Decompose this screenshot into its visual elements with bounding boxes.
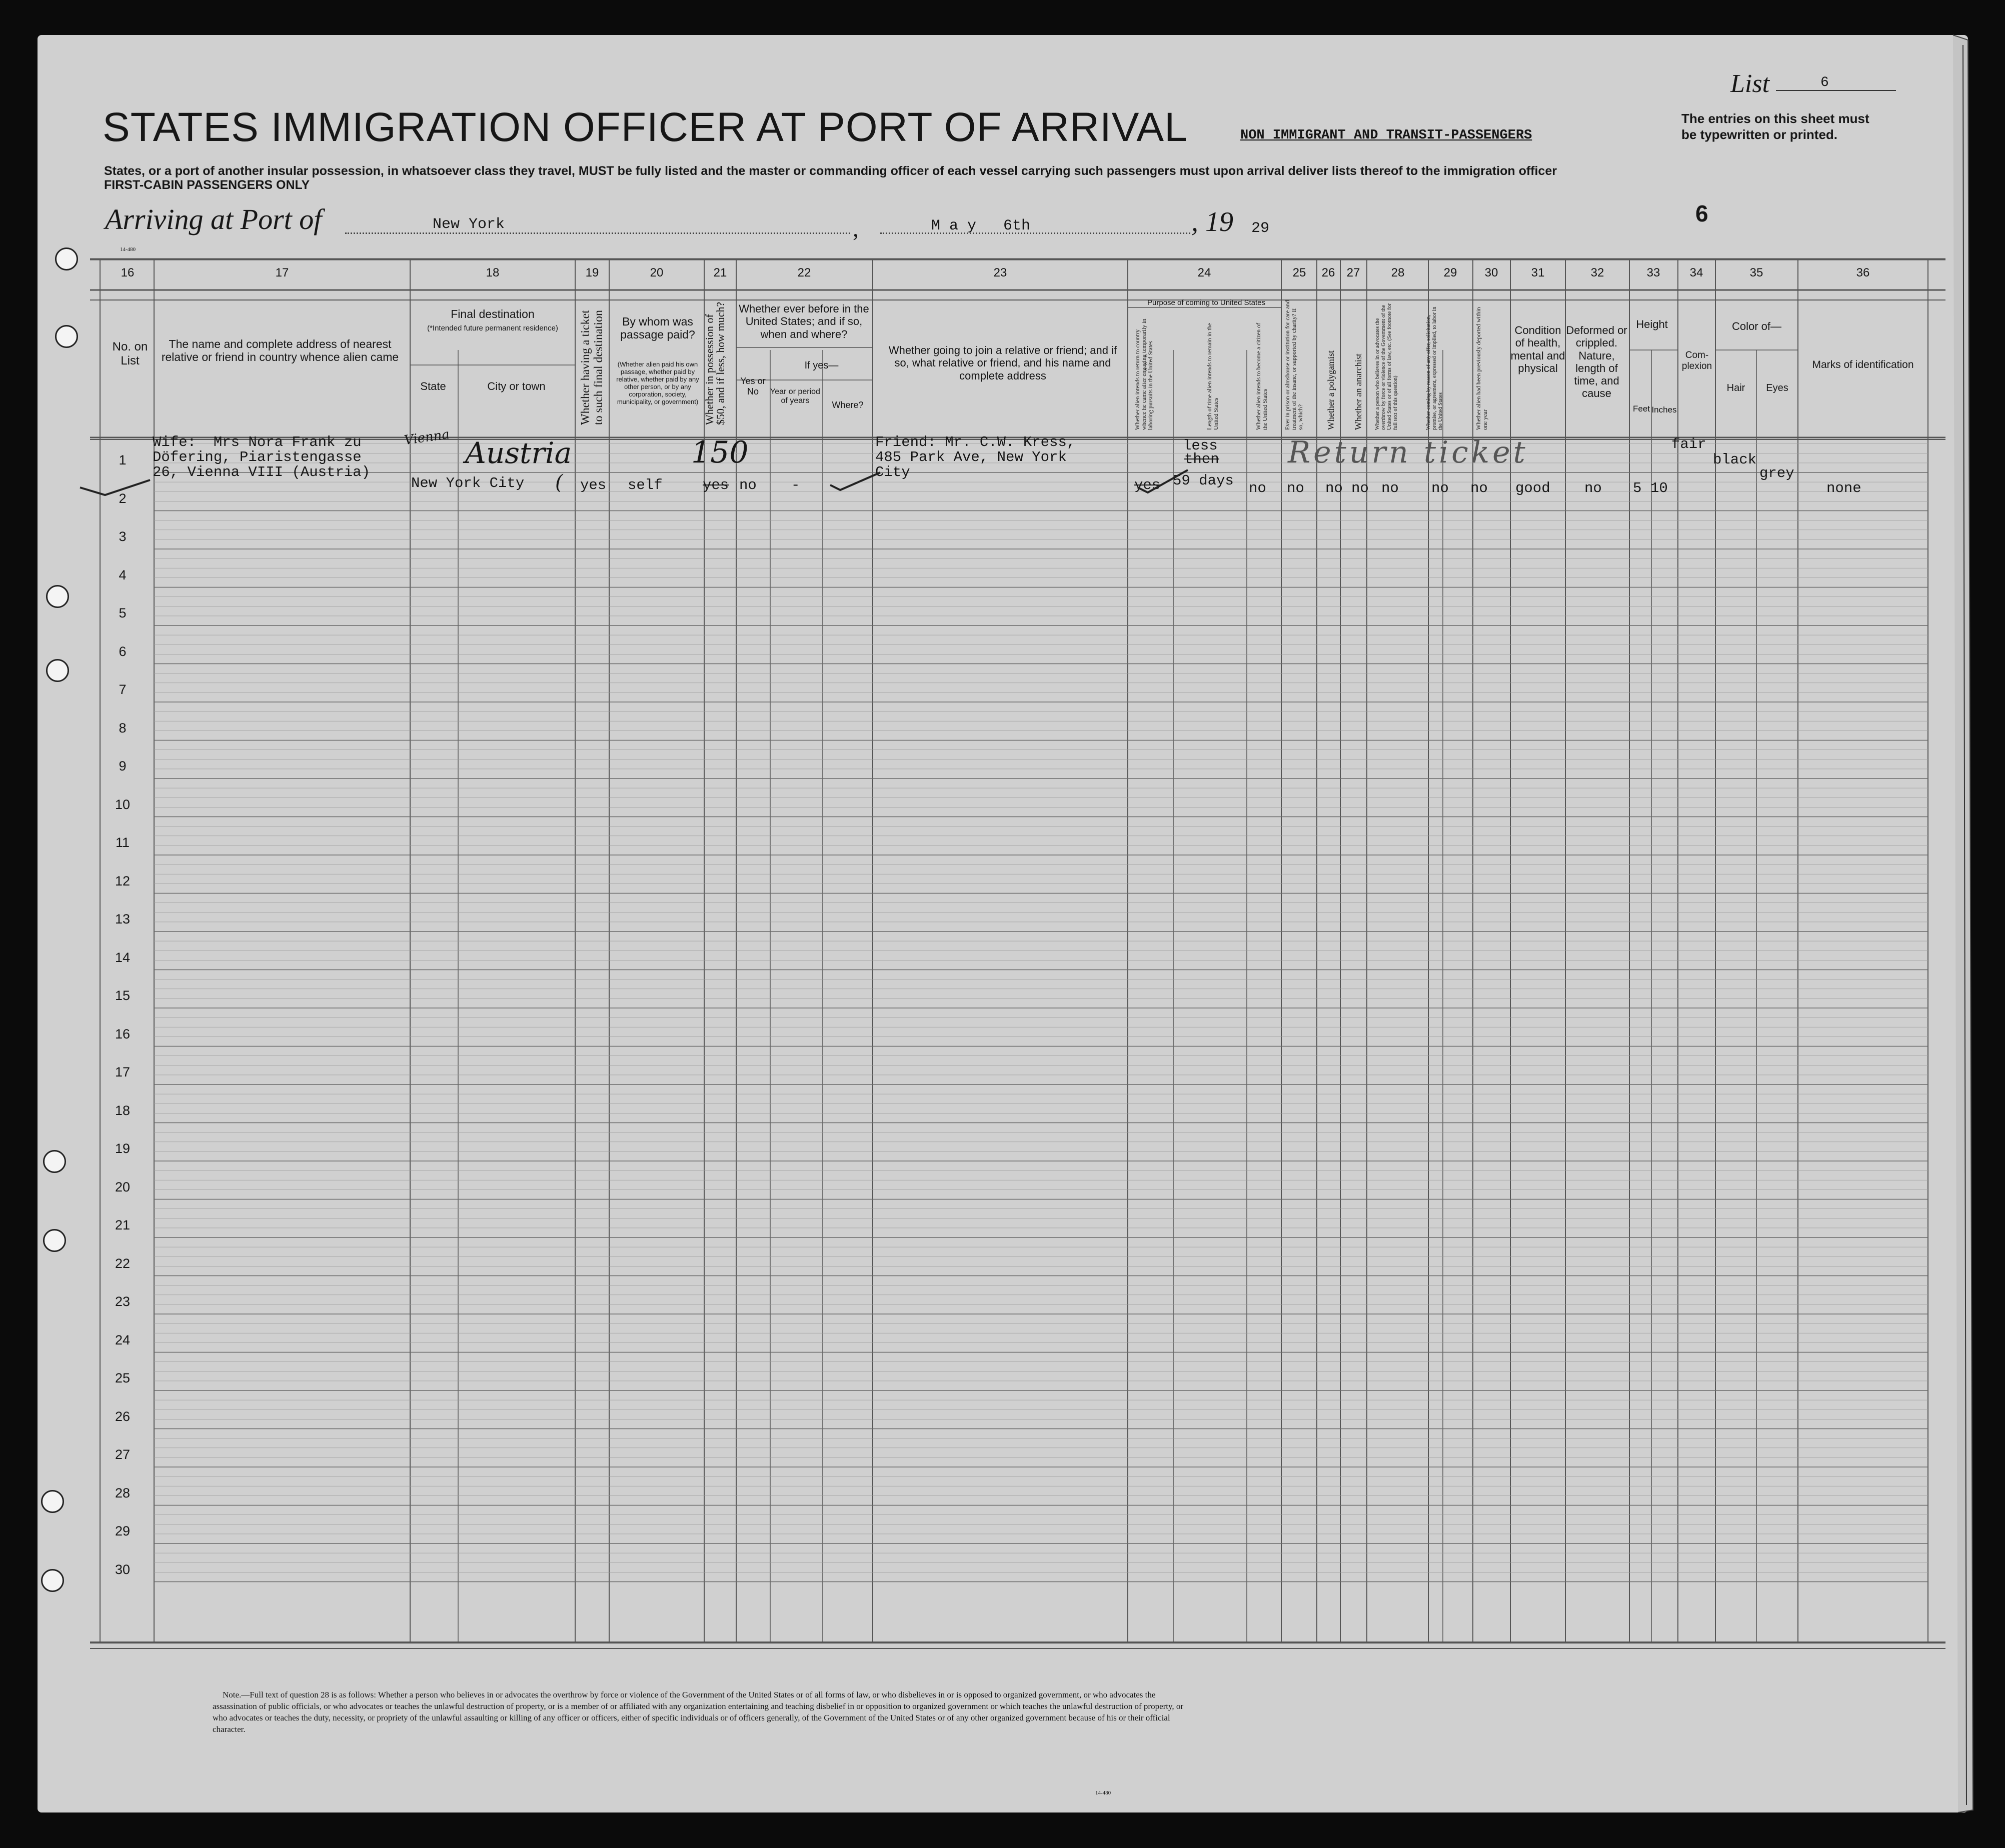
before-value: no	[739, 477, 757, 494]
deported-value: no	[1470, 480, 1488, 496]
list-label-text: List	[1730, 70, 1770, 98]
relative-line-2: Döfering, Piaristengasse	[153, 449, 362, 466]
header-23: Whether going to join a relative or friend; and if so, what relative or friend, and his name and complete address	[888, 344, 1117, 382]
eyes-value: grey	[1759, 465, 1794, 482]
column-number: 29	[1443, 266, 1457, 280]
row-number: 14	[115, 950, 131, 965]
check-mark-length	[1135, 465, 1190, 495]
punch-hole-3	[46, 585, 69, 608]
row-number: 30	[115, 1562, 131, 1577]
check-mark-row-1-friend	[828, 468, 883, 492]
friend-line-3: City	[875, 464, 910, 480]
list-underline	[1776, 90, 1896, 91]
typewritten-note-1: The entries on this sheet must	[1681, 111, 1869, 126]
header-36: Marks of identification	[1812, 359, 1914, 370]
row-number: 9	[119, 758, 127, 774]
intent-return-value: yes	[1134, 477, 1161, 494]
citizen-value: no	[1249, 480, 1266, 496]
column-number: 19	[585, 266, 599, 280]
year-period-value: -	[791, 477, 800, 494]
polygamist-value: no	[1325, 480, 1343, 496]
length-line-2: then	[1184, 451, 1219, 468]
punch-hole-8	[41, 1569, 64, 1592]
date-value: M a y 6th	[931, 218, 1031, 234]
header-24c: Whether alien intends to become a citizen of the United States	[1255, 322, 1268, 430]
row-number: 6	[119, 644, 127, 659]
row-number: 18	[115, 1102, 131, 1118]
header-21: Whether in possession of $50, and if less, how much?	[703, 302, 727, 425]
header-20-sub: (Whether alien paid his own passage, whether paid by relative, whether paid by any other person, or by any corporation, society, municipality, or government)	[616, 360, 699, 406]
column-number: 28	[1391, 266, 1405, 280]
port-dotted-line	[345, 232, 850, 234]
row-number: 20	[115, 1179, 131, 1194]
column-number: 21	[713, 266, 727, 280]
length-line-3: 59 days	[1173, 472, 1234, 489]
port-value: New York	[433, 216, 505, 233]
row-number: 12	[115, 873, 131, 888]
sheet-mark: 6	[1695, 200, 1708, 226]
deformed-value: no	[1584, 480, 1602, 496]
friend-line-1: Friend: Mr. C.W. Kress,	[875, 434, 1076, 450]
header-28: Whether a person who believes in or advocates the overthrow by force or violence of the Government of the United States or of all forms of law, etc. (See footnote for full text of this question)	[1374, 303, 1398, 430]
header-24b: Length of time alien intends to remain in the United States	[1206, 323, 1219, 430]
row-number: 23	[115, 1294, 131, 1309]
header-22-yesno: Yes or No	[740, 376, 766, 396]
return-ticket-note: Return ticket	[1288, 435, 1528, 470]
column-number: 16	[121, 266, 135, 280]
column-number: 20	[650, 266, 664, 280]
row-number: 8	[119, 720, 127, 736]
q29-value: no	[1431, 480, 1449, 496]
punch-hole-2	[55, 325, 78, 348]
column-number: 26	[1321, 266, 1335, 280]
non-immigrant-stamp: NON IMMIGRANT AND TRANSIT-PASSENGERS	[1240, 128, 1532, 143]
header-24: Purpose of coming to United States	[1147, 298, 1265, 307]
header-22-where: Where?	[832, 400, 864, 410]
header-16: No. on List	[112, 340, 148, 368]
column-number: 34	[1689, 266, 1703, 280]
header-30: Whether alien had been previously deported within one year	[1475, 307, 1488, 430]
header-18-state: State	[420, 380, 446, 392]
city-value: New York City	[411, 475, 525, 492]
punch-hole-1	[55, 248, 78, 270]
row-number: 11	[115, 835, 130, 850]
header-29: Whether coming by reason of any offer, solicitation, promise, or agreement, expressed or implied, to labor in the United States	[1425, 306, 1443, 430]
column-number: 24	[1197, 266, 1211, 280]
header-32: Deformed or crippled. Nature, length of time, and cause	[1566, 324, 1627, 400]
form-number-top: 14-480	[120, 246, 136, 252]
column-number: 33	[1646, 266, 1660, 280]
header-20: By whom was passage paid?	[620, 315, 695, 342]
punch-hole-5	[43, 1150, 66, 1173]
row-number: 1	[119, 452, 127, 468]
column-number: 18	[486, 266, 500, 280]
header-33-inches: Inches	[1651, 405, 1677, 414]
ticket-value: yes	[580, 477, 607, 494]
column-number: 22	[797, 266, 811, 280]
row-number: 2	[119, 490, 127, 506]
row-number: 28	[115, 1485, 131, 1500]
state-written: Austria	[465, 436, 572, 470]
prison-value: no	[1287, 480, 1304, 496]
footnote-text: Note.—Full text of question 28 is as follows: Whether a person who believes in or advocates the overthrow by force or violence of the Government of the United States or of all forms of law, or who disbelieves in or is opposed to organized government, or who advocates the assassination of public officials, or who advocates or teaches the unlawful destruction of property, or is a member of or affiliated with any organization entertaining and teaching disbelief in or opposition to organized government or which teaches the unlawful destruction of property, or who advocates or teaches the duty, necessity, or propriety of the unlawful assaulting or killing of any officer or officers, either of specific individuals or of officers generally, of the Government of the United States or of any other organized government because of his or their official character.	[213, 1690, 1184, 1734]
row-number: 3	[119, 529, 127, 544]
state-written-small: Vienna	[403, 426, 451, 448]
row-number: 17	[115, 1064, 131, 1080]
typewritten-note-2: be typewritten or printed.	[1681, 127, 1838, 142]
header-27: Whether an anarchist	[1353, 354, 1363, 430]
feet-value: 5	[1633, 480, 1642, 496]
column-number: 23	[993, 266, 1007, 280]
row-number: 22	[115, 1256, 131, 1271]
inches-value: 10	[1650, 480, 1668, 496]
row-number: 26	[115, 1408, 131, 1424]
year-written: 29	[1251, 220, 1270, 237]
header-26: Whether a polygamist	[1326, 350, 1336, 430]
column-number: 35	[1749, 266, 1763, 280]
column-number: 27	[1346, 266, 1360, 280]
check-mark-row-1	[75, 475, 155, 500]
header-31: Condition of health, mental and physical	[1510, 324, 1565, 374]
list-label	[1730, 69, 1896, 98]
hair-value: black	[1713, 452, 1757, 468]
relative-line-3: 26, Vienna VIII (Austria)	[153, 464, 371, 480]
marks-value: none	[1826, 480, 1861, 496]
paid-by-value: self	[628, 477, 663, 494]
header-18-sub: (*Intended future permanent residence)	[427, 324, 558, 332]
list-number: 6	[1820, 75, 1829, 90]
header-34: Com- plexion	[1681, 350, 1712, 372]
row-number: 29	[115, 1524, 131, 1538]
paren-mark: (	[555, 471, 563, 494]
header-25: Ever in prison or almshouse or institution for care and treatment of the insane, or supported by charity? If so, which?	[1284, 300, 1304, 430]
date-dotted-line	[880, 232, 1190, 234]
header-35: Color of—	[1731, 320, 1782, 332]
header-17: The name and complete address of nearest relative or friend in country whence alien came	[161, 338, 399, 364]
health-value: good	[1515, 480, 1550, 496]
header-24a: Whether alien intends to return to country whence he came after engaging temporarily in laboring pursuits in the United States	[1134, 318, 1154, 430]
row-number: 16	[115, 1026, 131, 1042]
cabin-text: FIRST-CABIN PASSENGERS ONLY	[104, 178, 310, 192]
row-number: 7	[119, 682, 127, 697]
row-number: 19	[115, 1141, 131, 1156]
row-number: 10	[115, 796, 131, 812]
column-number: 32	[1590, 266, 1604, 280]
before-struck: yes	[703, 477, 729, 494]
row-number: 4	[119, 567, 127, 582]
header-18-city: City or town	[487, 380, 546, 392]
relative-line-1: Wife: Mrs Nora Frank zu	[153, 434, 362, 450]
header-35-eyes: Eyes	[1766, 382, 1788, 394]
column-number: 36	[1856, 266, 1870, 280]
row-number: 24	[115, 1332, 131, 1348]
footnote-form-number: 14-480	[1095, 1790, 1111, 1796]
punch-hole-6	[43, 1229, 66, 1252]
anarchist-value: no	[1351, 480, 1369, 496]
column-number: 25	[1292, 266, 1306, 280]
header-22-year: Year or period of years	[770, 388, 820, 406]
punch-hole-4	[46, 659, 69, 682]
header-33: Height	[1636, 318, 1668, 330]
instructions-text: States, or a port of another insular possession, in whatsoever class they travel, MUST be fully listed and the master or commanding officer of each vessel carrying such passengers must upon arrival deliver lists thereof to the immigration officer	[104, 164, 1557, 178]
q28-value: no	[1381, 480, 1399, 496]
column-number: 30	[1484, 266, 1498, 280]
arriving-label: Arriving at Port of	[105, 203, 322, 236]
length-line-1: less	[1183, 438, 1218, 454]
header-35-hair: Hair	[1726, 382, 1745, 394]
header-33-feet: Feet	[1632, 404, 1650, 414]
page-title: STATES IMMIGRATION OFFICER AT PORT OF ARRIVAL	[103, 104, 1188, 150]
header-19: Whether having a ticket to such final destination	[579, 310, 605, 425]
row-number: 25	[115, 1370, 131, 1386]
header-18: Final destination	[451, 308, 535, 320]
row-number: 21	[115, 1218, 131, 1232]
row-number: 13	[115, 912, 131, 926]
header-22-ifyes: If yes—	[804, 360, 839, 371]
complexion-value: fair	[1671, 436, 1706, 452]
punch-hole-7	[41, 1490, 64, 1513]
port-comma: ,	[853, 216, 859, 242]
header-22: Whether ever before in the United States; and if so, when and where?	[739, 302, 869, 340]
money-value: 150	[691, 435, 749, 470]
row-number: 27	[115, 1447, 131, 1462]
column-number: 17	[275, 266, 289, 280]
friend-line-2: 485 Park Ave, New York	[875, 449, 1067, 466]
year-printed-text: 19	[1205, 206, 1233, 238]
column-number: 31	[1531, 266, 1545, 280]
row-number: 5	[119, 606, 127, 620]
year-printed: , 19	[1191, 206, 1233, 238]
row-number: 15	[115, 988, 131, 1003]
